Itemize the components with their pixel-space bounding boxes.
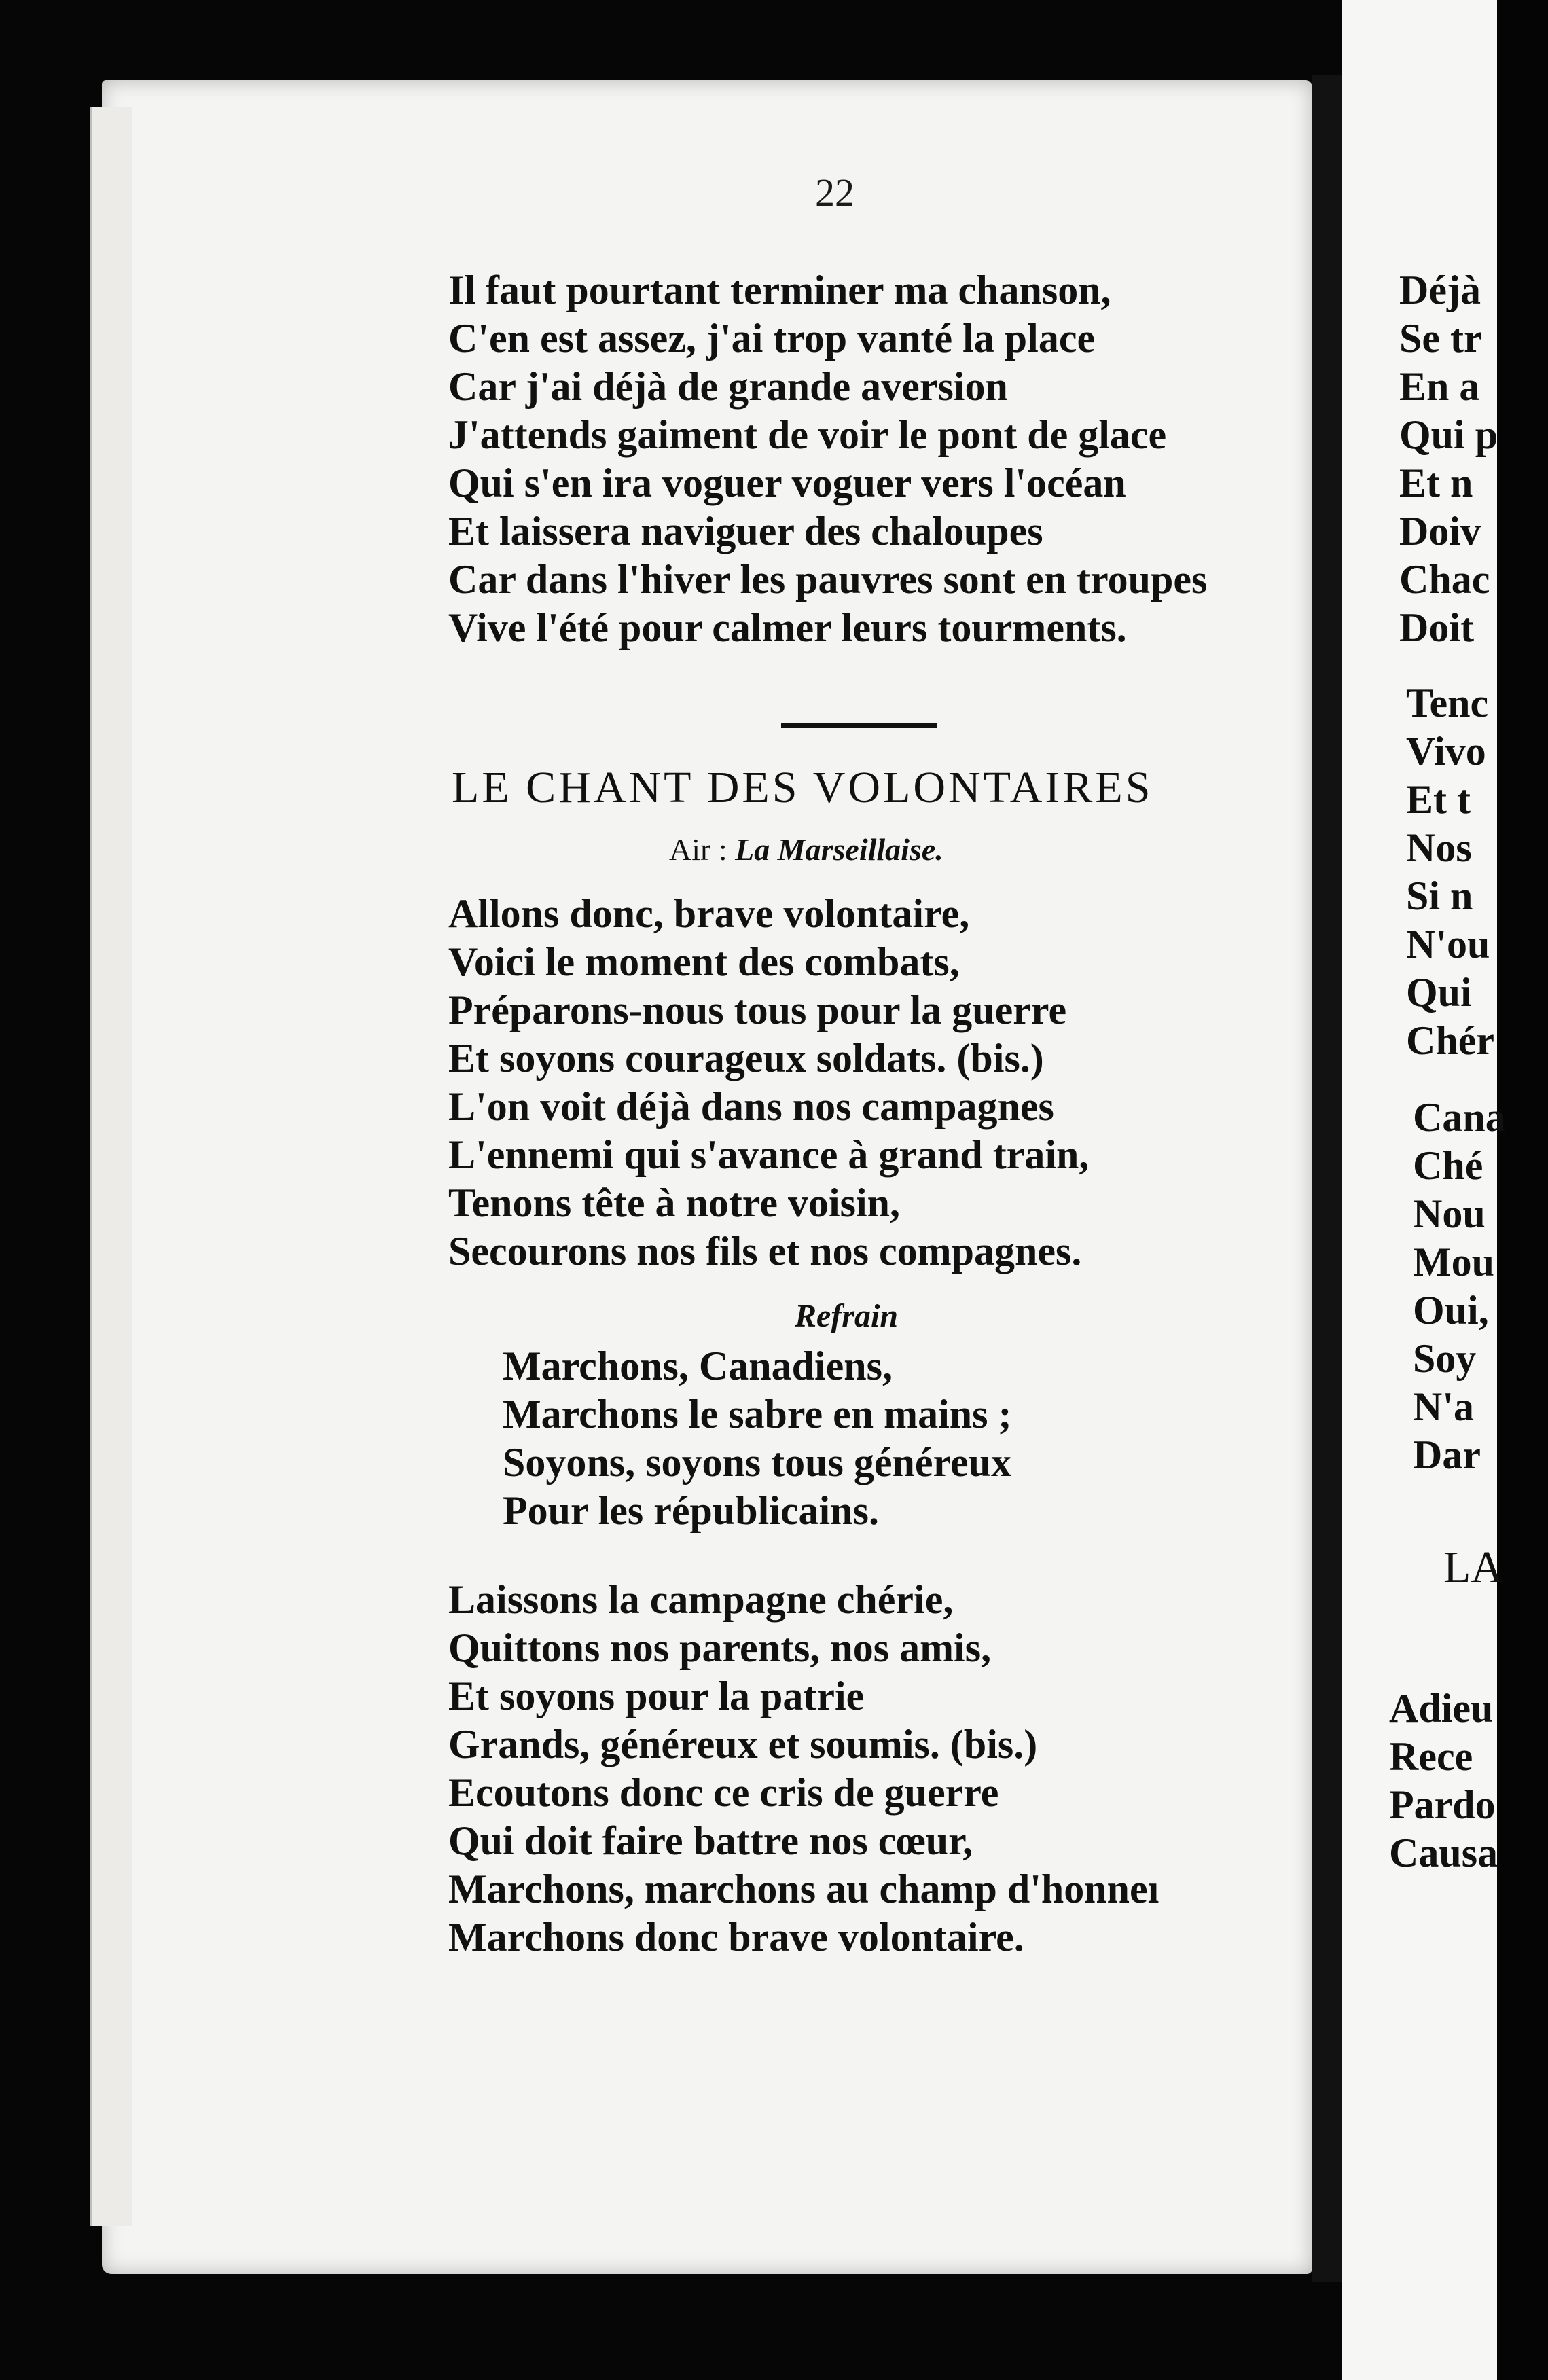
verse-line: Laissons la campagne chérie, — [448, 1577, 954, 1622]
song-stanza-1 — [448, 890, 1304, 1276]
right-verse-fragment: Déjà — [1399, 268, 1481, 312]
refrain-line: Soyons, soyons tous généreux — [503, 1440, 1012, 1485]
verse-line: Marchons donc brave volontaire. — [448, 1915, 1024, 1960]
right-verse-fragment: Se tr — [1399, 316, 1482, 361]
right-verse-fragment: Qui — [1406, 970, 1472, 1015]
right-verse-fragment: Qui p — [1399, 412, 1498, 457]
right-verse-fragment: Chac — [1399, 557, 1490, 602]
air-label: Air : — [669, 832, 727, 867]
verse-line: Quittons nos parents, nos amis, — [448, 1625, 992, 1670]
verse-line: L'ennemi qui s'avance à grand train, — [448, 1132, 1090, 1177]
refrain-line: Pour les républicains. — [503, 1488, 879, 1533]
right-verse-fragment: Rece — [1389, 1734, 1473, 1779]
verse-line: Marchons, marchons au champ d'honneı — [448, 1867, 1159, 1911]
verse-line: Et laissera naviguer des chaloupes — [448, 509, 1043, 554]
right-verse-fragment: N'a — [1413, 1384, 1474, 1429]
verse-line: Voici le moment des combats, — [448, 939, 960, 984]
refrain-line: Marchons le sabre en mains ; — [503, 1392, 1012, 1437]
right-verse-fragment: Et t — [1406, 777, 1471, 822]
right-verse-fragment: Nos — [1406, 825, 1472, 870]
right-verse-fragment: Nou — [1413, 1191, 1486, 1236]
song-title: LE CHANT DES VOLONTAIRES — [452, 763, 1153, 812]
right-verse-fragment: Doiv — [1399, 509, 1481, 554]
verse-line: Ecoutons donc ce cris de guerre — [448, 1770, 999, 1815]
refrain — [503, 1342, 1358, 1535]
right-verse-fragment: Cana — [1413, 1095, 1506, 1140]
right-verse-fragment: Dar — [1413, 1432, 1481, 1477]
air-line — [669, 831, 943, 867]
verse-line: L'on voit déjà dans nos campagnes — [448, 1084, 1054, 1129]
verse-line: Secourons nos fils et nos compagnes. — [448, 1229, 1082, 1274]
verse-line: Préparons-nous tous pour la guerre — [448, 988, 1067, 1032]
closing-stanza — [448, 266, 1304, 652]
right-verse-fragment: Mou — [1413, 1240, 1494, 1284]
right-verse-fragment: Chér — [1406, 1018, 1494, 1063]
verse-line: Et soyons courageux soldats. (bis.) — [448, 1036, 1044, 1081]
right-verse-fragment: Adieu — [1389, 1686, 1494, 1731]
right-page-block-3 — [1413, 1094, 1517, 1479]
right-page-block-2 — [1406, 679, 1511, 1065]
verse-line: Car j'ai déjà de grande aversion — [448, 364, 1008, 409]
right-verse-fragment: Si n — [1406, 873, 1473, 918]
section-divider — [781, 723, 937, 728]
verse-line: Qui doit faire battre nos cœur, — [448, 1818, 973, 1863]
verse-line: C'en est assez, j'ai trop vanté la place — [448, 316, 1096, 361]
right-verse-fragment: Soy — [1413, 1336, 1477, 1381]
right-verse-fragment: Oui, — [1413, 1288, 1489, 1333]
right-verse-fragment: Pardo — [1389, 1782, 1496, 1827]
right-page-block-1 — [1399, 266, 1504, 652]
verse-line: Allons donc, brave volontaire, — [448, 891, 970, 936]
verse-line: Qui s'en ira voguer voguer vers l'océan — [448, 461, 1126, 505]
right-page-heading: LA — [1443, 1543, 1503, 1592]
song-stanza-2 — [448, 1576, 1304, 1962]
right-verse-fragment: Vivo — [1406, 729, 1486, 774]
book-gutter — [1312, 75, 1342, 2282]
right-verse-fragment: Tenc — [1406, 681, 1489, 725]
right-verse-fragment: Et n — [1399, 461, 1473, 505]
page-number: 22 — [815, 170, 854, 215]
air-tune: La Marseillaise. — [735, 832, 943, 867]
verse-line: Et soyons pour la patrie — [448, 1674, 865, 1718]
right-verse-fragment: Causa — [1389, 1831, 1498, 1875]
verse-line: Tenons tête à notre voisin, — [448, 1180, 901, 1225]
verse-line: Car dans l'hiver les pauvres sont en troupes — [448, 557, 1208, 602]
right-verse-fragment: En a — [1399, 364, 1480, 409]
verse-line: Vive l'été pour calmer leurs tourments. — [448, 605, 1127, 650]
right-verse-fragment: Ché — [1413, 1143, 1483, 1188]
refrain-label: Refrain — [795, 1298, 899, 1334]
right-verse-fragment: N'ou — [1406, 922, 1490, 967]
right-verse-fragment: Doit — [1399, 605, 1474, 650]
verse-line: J'attends gaiment de voir le pont de glace — [448, 412, 1167, 457]
verse-line: Grands, généreux et soumis. (bis.) — [448, 1722, 1038, 1767]
right-page-block-4 — [1389, 1684, 1498, 1877]
verse-line: Il faut pourtant terminer ma chanson, — [448, 268, 1111, 312]
refrain-line: Marchons, Canadiens, — [503, 1344, 893, 1388]
